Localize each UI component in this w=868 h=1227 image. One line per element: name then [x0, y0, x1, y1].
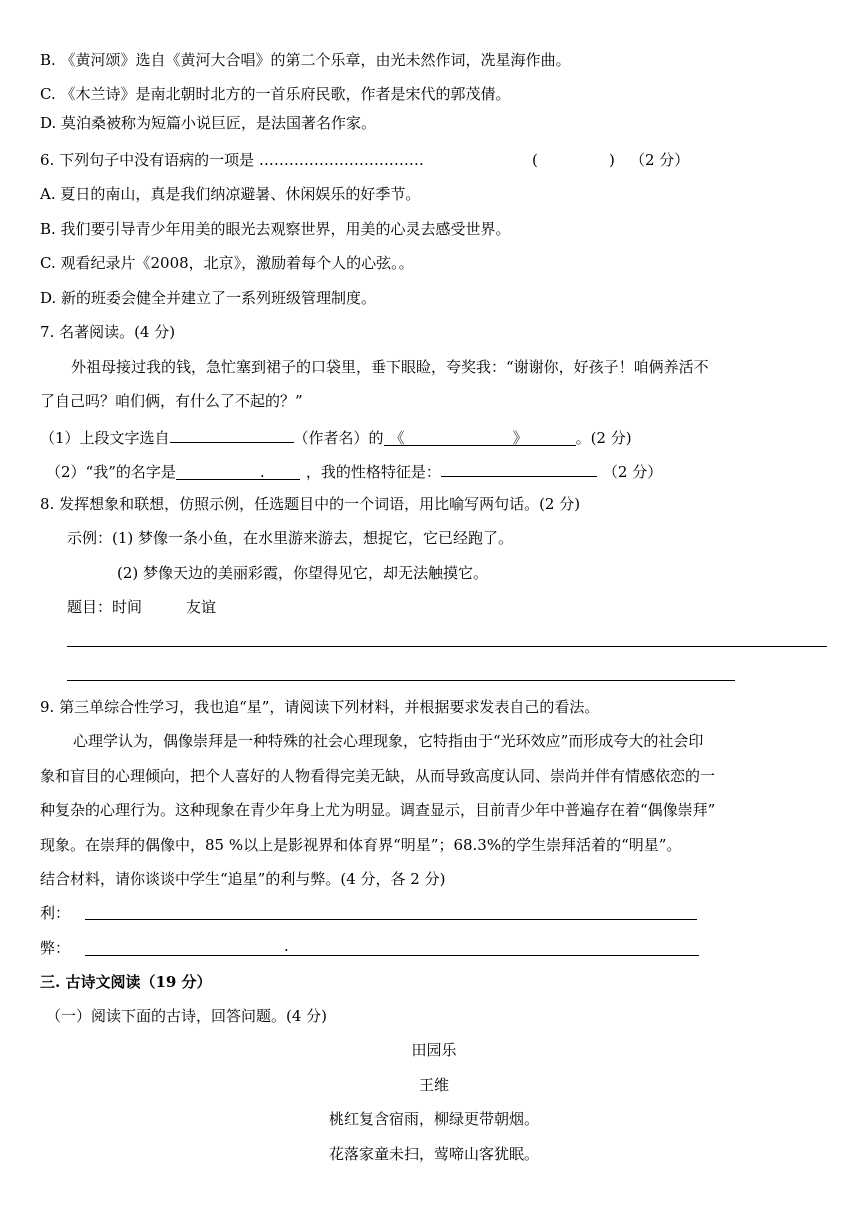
section-3-title: 三. 古诗文阅读（19 分）	[40, 973, 212, 991]
poem-line-1: 桃红复含宿雨，柳绿更带朝烟。	[328, 1110, 539, 1128]
name-blank-dot: .	[259, 463, 265, 481]
q8-example-2: (2) 梦像天边的美丽彩霞，你望得见它，却无法触摸它。	[117, 564, 489, 582]
poem-title: 田园乐	[411, 1041, 457, 1059]
q7-sub2-score: （2 分）	[602, 463, 663, 481]
q9-material-line-3: 种复杂的心理行为。这种现象在青少年身上尤为明显。调查显示，目前青少年中普遍存在着“偶像崇拜”	[40, 801, 716, 819]
q9-con-dot: .	[284, 937, 289, 955]
q7-sub1	[40, 425, 632, 448]
poem-author: 王维	[418, 1076, 449, 1094]
q5-option-b: B. 《黄河颂》选自《黄河大合唱》的第二个乐章，由光未然作词，冼星海作曲。	[40, 51, 571, 69]
q6-option-b: B. 我们要引导青少年用美的眼光去观察世界，用美的心灵去感受世界。	[40, 220, 511, 238]
q6-option-a: A. 夏日的南山，真是我们纳凉避暑、休闲娱乐的好季节。	[40, 185, 421, 203]
q6-paren-open: (	[532, 151, 538, 169]
q9-material-line-2: 象和盲目的心理倾向，把个人喜好的人物看得完美无缺，从而导致高度认同、崇尚并伴有情感依恋的一	[40, 767, 716, 785]
q7-sub1-mid: （作者名）的	[293, 429, 384, 447]
q5-option-c: C. 《木兰诗》是南北朝时北方的一首乐府民歌，作者是宋代的郭茂倩。	[40, 85, 511, 103]
q7-sub2	[46, 459, 662, 482]
q7-sub2-prefix: （2）“我”的名字是	[46, 463, 176, 481]
q9-pro-answer-line[interactable]	[85, 919, 697, 920]
character-answer-blank[interactable]	[441, 459, 597, 477]
q8-answer-line-2[interactable]	[67, 680, 735, 681]
q7-title: 7. 名著阅读。(4 分)	[40, 323, 176, 341]
q9-material-line-4: 现象。在崇拜的偶像中，85 %以上是影视界和体育界“明星”；68.3%的学生崇拜活着的“明星”。	[40, 836, 682, 854]
poem-line-2: 花落家童未扫，莺啼山客犹眠。	[328, 1145, 539, 1163]
q9-pro-label: 利：	[40, 904, 71, 922]
book-answer-blank[interactable]	[384, 428, 576, 446]
q5-option-d: D. 莫泊桑被称为短篇小说巨匠，是法国著名作家。	[40, 114, 377, 132]
q6-stem: 6. 下列句子中没有语病的一项是 ……………………………	[40, 151, 424, 169]
author-answer-blank[interactable]	[170, 425, 294, 443]
q7-passage-line-1: 外祖母接过我的钱，急忙塞到裙子的口袋里，垂下眼睑，夸奖我：“谢谢你，好孩子！咱俩养活不	[71, 358, 709, 376]
q7-sub1-end: 。(2 分)	[575, 429, 632, 447]
book-close-mark: 》	[512, 429, 528, 447]
book-open-mark: 《	[389, 429, 405, 447]
q7-sub2-mid: ，我的性格特征是：	[305, 463, 441, 481]
q9-title: 9. 第三单综合性学习，我也追“星”，请阅读下列材料，并根据要求发表自己的看法。	[40, 698, 600, 716]
name-answer-blank[interactable]	[176, 462, 300, 480]
q6-option-c: C. 观看纪录片《2008，北京》，激励着每个人的心弦。。	[40, 254, 414, 272]
section-3-part-1: （一）阅读下面的古诗，回答问题。(4 分)	[46, 1007, 328, 1025]
q7-passage-line-2: 了自己吗？咱们俩，有什么了不起的？”	[40, 392, 303, 410]
q6-paren-close: )	[609, 151, 615, 169]
q8-answer-line-1[interactable]	[67, 646, 827, 647]
q8-title: 8. 发挥想象和联想，仿照示例，任选题目中的一个词语，用比喻写两句话。(2 分)	[40, 495, 581, 513]
q8-topic-friendship: 友谊	[186, 598, 217, 616]
q8-example-1: 示例：(1) 梦像一条小鱼，在水里游来游去，想捉它，它已经跑了。	[67, 529, 514, 547]
q9-material-line-1: 心理学认为，偶像崇拜是一种特殊的社会心理现象，它特指由于“光环效应”而形成夸大的社会印	[73, 732, 704, 750]
q8-topic-time: 题目：时间	[67, 598, 143, 616]
q6-option-d: D. 新的班委会健全并建立了一系列班级管理制度。	[40, 289, 377, 307]
q6-score: （2 分）	[630, 151, 690, 169]
q7-sub1-prefix: （1）上段文字选自	[40, 429, 170, 447]
q9-question: 结合材料，请你谈谈中学生“追星”的利与弊。(4 分，各 2 分)	[40, 870, 446, 888]
q8-topics	[67, 597, 216, 617]
q9-con-answer-line[interactable]	[85, 955, 699, 956]
q9-con-label: 弊：	[40, 939, 71, 957]
